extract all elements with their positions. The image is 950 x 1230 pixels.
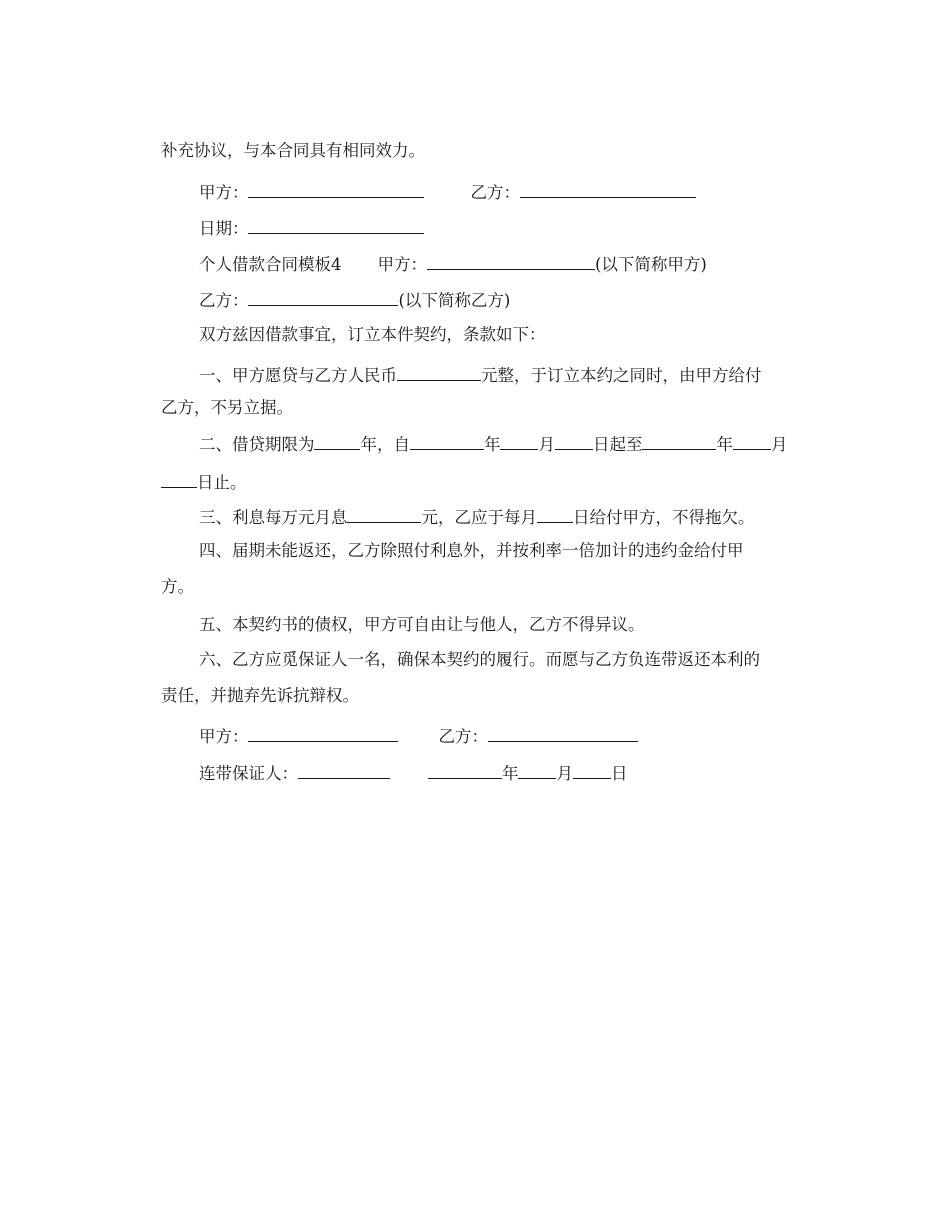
party-a-label: 甲方： [377, 255, 427, 274]
start-year-blank[interactable] [410, 432, 484, 450]
amount-blank[interactable] [397, 363, 481, 381]
sign-month-blank[interactable] [518, 761, 556, 779]
template-title: 个人借款合同模板4 [198, 255, 342, 274]
end-month-blank[interactable] [733, 432, 771, 450]
year-label: 年 [501, 764, 519, 783]
clause-3-text-c: 日给付甲方，不得拖欠。 [572, 508, 755, 527]
clause-4-text-b: 方。 [160, 577, 194, 596]
text: 补充协议，与本合同具有相同效力。 [160, 141, 425, 160]
guarantor-blank[interactable] [298, 761, 390, 779]
clause-1-text-c: 乙方，不另立据。 [160, 398, 293, 417]
guarantor-label: 连带保证人： [198, 764, 298, 783]
clause-1-text-a: 一、甲方愿贷与乙方人民币 [198, 366, 397, 385]
clause-3-text-b: 元，乙应于每月 [421, 508, 537, 527]
clause-3-text-a: 三、利息每万元月息 [198, 508, 348, 527]
start-month-blank[interactable] [500, 432, 538, 450]
party-b-suffix: (以下简称乙方) [398, 291, 511, 310]
party-b-blank[interactable] [520, 180, 696, 198]
sign-year-blank[interactable] [428, 761, 502, 779]
party-b-label: 乙方： [470, 183, 520, 202]
start-day-blank[interactable] [555, 432, 593, 450]
clause-4-text-a: 四、届期未能返还，乙方除照付利息外，并按利率一倍加计的违约金给付甲 [198, 541, 744, 560]
day-label: 日 [610, 764, 628, 783]
guarantor-line [178, 739, 627, 807]
month-label: 月 [556, 764, 573, 783]
clause-2-line-1 [178, 410, 787, 478]
clause-4-line-1 [178, 518, 743, 584]
term-years-blank[interactable] [314, 432, 360, 450]
sign-day-blank[interactable] [573, 761, 611, 779]
clause-2-text-a: 二、借贷期限为 [198, 435, 315, 454]
clause-2-text-c: 年 [483, 435, 501, 454]
clause-6-text-b: 责任，并抛弃先诉抗辩权。 [160, 686, 359, 705]
end-year-blank[interactable] [642, 432, 716, 450]
clause-2-text-g: 月 [770, 435, 788, 454]
clause-5-text: 五、本契约书的债权，甲方可自由让与他人，乙方不得异议。 [198, 615, 645, 634]
clause-2-text-e: 日起至 [592, 435, 643, 454]
party-b-label: 乙方： [438, 727, 488, 746]
clause-1-text-b: 元整，于订立本约之同时，由甲方给付 [480, 366, 762, 385]
clause-2-text-h: 日止。 [196, 473, 247, 492]
party-a-suffix: (以下简称甲方) [594, 255, 707, 274]
clause-6-text-a: 六、乙方应觅保证人一名，确保本契约的履行。而愿与乙方负连带返还本利的 [198, 650, 760, 669]
party-a-label: 甲方： [198, 727, 249, 746]
party-b-label: 乙方： [198, 291, 249, 310]
intro-text: 双方兹因借款事宜，订立本件契约，条款如下： [198, 325, 546, 344]
clause-2-text-f: 年 [716, 435, 733, 454]
clause-2-text-d: 月 [538, 435, 555, 454]
clause-2-text-b: 年，自 [360, 435, 410, 454]
party-a-label: 甲方： [198, 183, 249, 202]
date-label: 日期： [198, 219, 249, 238]
